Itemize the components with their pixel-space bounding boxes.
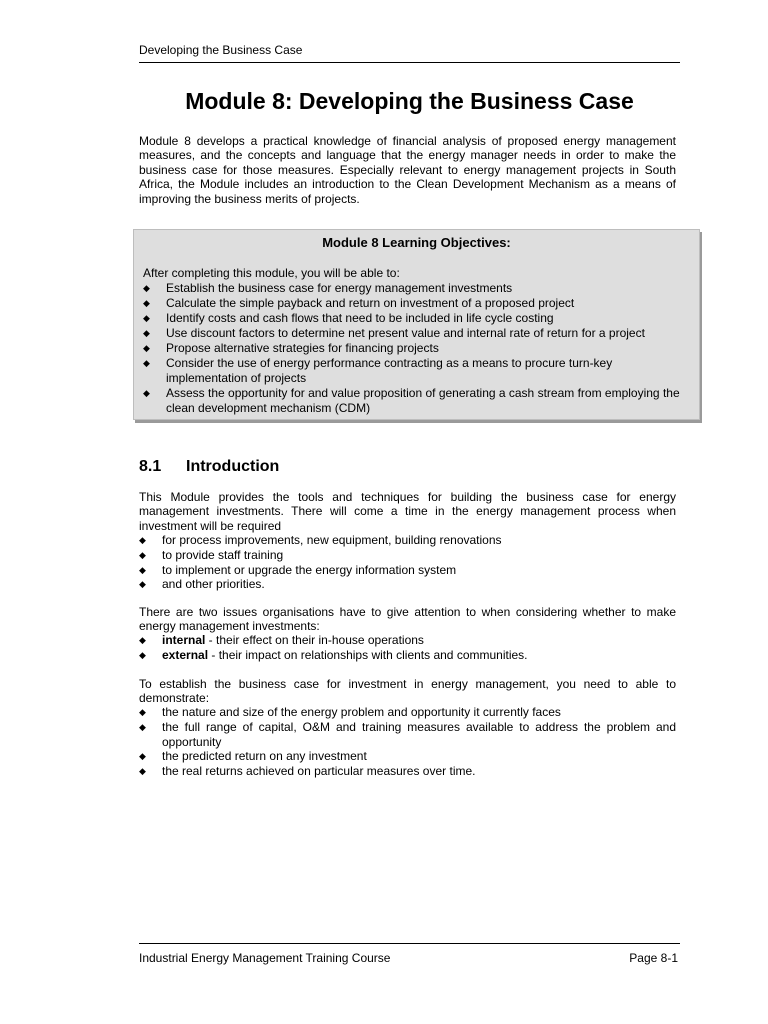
list-item-text: and other priorities. [162,577,265,592]
section-title: Introduction [186,458,280,475]
list-item [143,341,696,356]
diamond-bullet-icon: ◆ [143,358,150,368]
list-item [139,749,676,764]
header-divider [139,62,680,63]
investment-needs-list [139,533,676,592]
list-item-text: for process improvements, new equipment, building renovations [162,533,502,547]
list-item-term: internal [162,633,206,647]
diamond-bullet-icon: ◆ [143,298,150,308]
list-item-text: Assess the opportunity for and value proposition of generating a cash stream from employing the clean development mechanism (CDM) [166,386,680,415]
list-item-text: the nature and size of the energy problem and opportunity it currently faces [162,705,561,719]
list-item [143,386,696,416]
objectives-lead: After completing this module, you will be able to: [143,266,400,280]
list-item [139,563,676,578]
page-title: Module 8: Developing the Business Case [185,88,634,114]
section-paragraph: This Module provides the tools and techniques for building the business case for energy management investments. There will come a time in the energy management process when investment will be required [139,490,676,533]
diamond-bullet-icon: ◆ [139,707,146,717]
diamond-bullet-icon: ◆ [139,766,146,777]
diamond-bullet-icon: ◆ [139,549,146,560]
diamond-bullet-icon: ◆ [143,388,150,398]
objectives-title: Module 8 Learning Objectives: [322,235,511,250]
issues-list [139,633,676,663]
list-item [143,296,696,311]
section-paragraph: There are two issues organisations have to give attention to when considering whether to make energy management investments: [139,605,676,634]
section-paragraph: To establish the business case for investment in energy management, you need to able to demonstrate: [139,677,676,706]
footer-course-title: Industrial Energy Management Training Course [139,951,391,965]
diamond-bullet-icon: ◆ [139,751,146,762]
list-item [139,720,676,750]
list-item-text: Calculate the simple payback and return on investment of a proposed project [166,296,575,310]
diamond-bullet-icon: ◆ [139,649,146,660]
list-item-text: - their effect on their in-house operations [205,633,424,647]
list-item-text: Use discount factors to determine net present value and internal rate of return for a project [166,326,645,340]
running-header: Developing the Business Case [139,43,303,57]
list-item-text: Propose alternative strategies for financing projects [166,341,439,355]
list-item [139,577,676,592]
list-item [143,326,696,341]
diamond-bullet-icon: ◆ [143,343,150,353]
diamond-bullet-icon: ◆ [139,721,146,732]
diamond-bullet-icon: ◆ [139,635,146,645]
list-item [139,633,676,648]
diamond-bullet-icon: ◆ [143,313,150,323]
list-item-text: the predicted return on any investment [162,749,367,764]
learning-objectives-box [133,229,700,420]
list-item-text: to provide staff training [162,547,284,562]
list-item [143,356,696,386]
list-item [139,705,676,720]
section-number: 8.1 [139,458,162,475]
list-item-text: the real returns achieved on particular measures over time. [162,764,476,779]
list-item [139,764,676,779]
list-item-text: Identify costs and cash flows that need to be included in life cycle costing [166,311,554,325]
section-heading [139,457,279,477]
diamond-bullet-icon: ◆ [143,328,150,338]
list-item-term: external [162,647,209,662]
objectives-list [143,281,696,416]
list-item-text: Establish the business case for energy management investments [166,281,513,295]
list-item [139,648,676,663]
list-item-text: Consider the use of energy performance contracting as a means to procure turn-key implementation of projects [166,356,613,385]
list-item-text: - their impact on relationships with clients and communities. [208,647,528,662]
demonstrate-list [139,705,676,779]
list-item [139,548,676,563]
page-number: Page 8-1 [629,951,678,965]
list-item [143,311,696,326]
list-item-text: the full range of capital, O&M and training measures available to address the problem and opportunity [162,719,676,749]
list-item-text: to implement or upgrade the energy information system [162,562,457,577]
footer-divider [139,943,680,944]
diamond-bullet-icon: ◆ [143,283,150,293]
diamond-bullet-icon: ◆ [139,579,146,590]
diamond-bullet-icon: ◆ [139,535,146,545]
list-item [139,533,676,548]
intro-paragraph: Module 8 develops a practical knowledge of financial analysis of proposed energy management measures, and the concepts and language that the energy manager needs in order to make the business case for those measures. Especially relevant to energy management projects in South Africa, the Module includes an introduction to the Clean Development Mechanism as a means of improving the business merits of projects. [139,134,676,206]
diamond-bullet-icon: ◆ [139,564,146,575]
list-item [143,281,696,296]
